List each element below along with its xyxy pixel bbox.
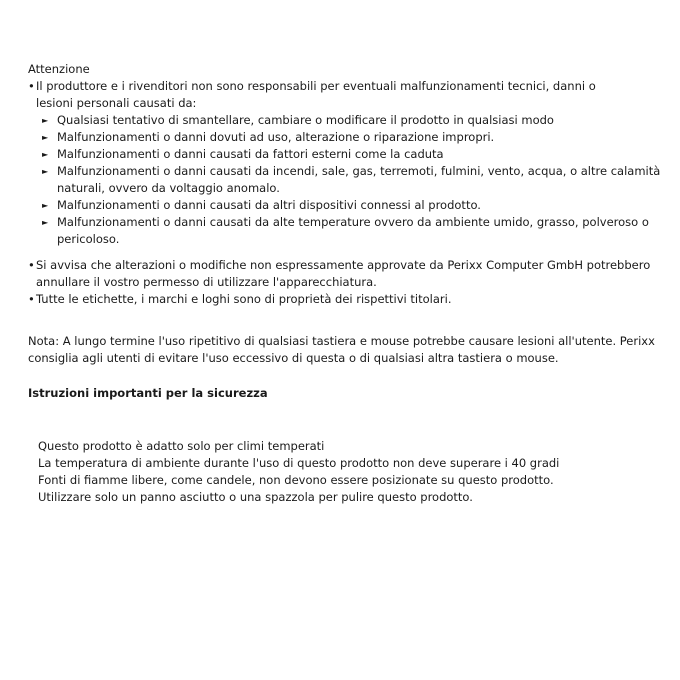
- cause-text: Qualsiasi tentativo di smantellare, cambiare o modificare il prodotto in qualsiasi modo: [57, 113, 554, 127]
- intro-line: Il produttore e i rivenditori non sono responsabili per eventuali malfunzionamenti tecnici, danni o: [36, 79, 596, 93]
- list-item: [40, 197, 658, 214]
- section-title: Attenzione: [28, 62, 90, 76]
- notice-bullet: [28, 257, 658, 274]
- bullet-icon: •: [28, 79, 35, 93]
- document-page: [28, 61, 661, 506]
- spacer: [28, 367, 658, 376]
- cause-text: pericoloso.: [57, 232, 120, 246]
- safety-item: La temperatura di ambiente durante l'uso di questo prodotto non deve superare i 40 gradi: [38, 456, 560, 470]
- bullet-icon: •: [28, 258, 35, 272]
- triangle-bullet-icon: ►: [42, 167, 49, 176]
- cause-text: Malfunzionamenti o danni causati da alte temperature ovvero da ambiente umido, grasso, polveroso o: [57, 215, 649, 229]
- cause-text: Malfunzionamenti o danni dovuti ad uso, alterazione o riparazione impropri.: [57, 130, 495, 144]
- triangle-bullet-icon: ►: [42, 116, 49, 125]
- list-item: [40, 129, 658, 146]
- notice-text: Si avvisa che alterazioni o modifiche non espressamente approvate da Perixx Computer GmbH potrebbero: [36, 258, 651, 272]
- triangle-bullet-icon: ►: [42, 133, 49, 142]
- triangle-bullet-icon: ►: [42, 150, 49, 159]
- cause-text: Malfunzionamenti o danni causati da altri dispositivi connessi al prodotto.: [57, 198, 481, 212]
- notice-text: Tutte le etichette, i marchi e loghi sono di proprietà dei rispettivi titolari.: [36, 292, 452, 306]
- spacer: [28, 308, 658, 333]
- cause-text: naturali, ovvero da voltaggio anomalo.: [57, 181, 280, 195]
- bullet-icon: •: [28, 292, 35, 306]
- safety-list: [28, 438, 658, 506]
- spacer: [28, 402, 658, 438]
- triangle-bullet-icon: ►: [42, 218, 49, 227]
- causes-list: [28, 112, 661, 248]
- safety-item: Questo prodotto è adatto solo per climi temperati: [38, 439, 325, 453]
- triangle-bullet-icon: ►: [42, 201, 49, 210]
- note-text: consiglia agli utenti di evitare l'uso eccessivo di questa o di qualsiasi altra tastiera o mouse.: [28, 351, 559, 365]
- safety-heading: Istruzioni importanti per la sicurezza: [28, 386, 268, 400]
- safety-item: Utilizzare solo un panno asciutto o una spazzola per pulire questo prodotto.: [38, 490, 473, 504]
- notice-text: annullare il vostro permesso di utilizzare l'apparecchiatura.: [36, 275, 377, 289]
- note-text: Nota: A lungo termine l'uso ripetitivo di qualsiasi tastiera e mouse potrebbe causare lesioni all'utente. Perixx: [28, 334, 655, 348]
- notice-bullet: [28, 291, 658, 308]
- list-item: [40, 163, 661, 197]
- list-item: [40, 112, 658, 129]
- list-item: [40, 146, 658, 163]
- cause-text: Malfunzionamenti o danni causati da fattori esterni come la caduta: [57, 147, 444, 161]
- list-item: [40, 214, 658, 248]
- spacer: [28, 248, 658, 257]
- intro-bullet: [28, 78, 658, 95]
- cause-text: Malfunzionamenti o danni causati da incendi, sale, gas, terremoti, fulmini, vento, acqua, o altre calamità: [57, 164, 661, 178]
- intro-line: lesioni personali causati da:: [36, 96, 197, 110]
- safety-item: Fonti di fiamme libere, come candele, non devono essere posizionate su questo prodotto.: [38, 473, 554, 487]
- spacer: [28, 376, 658, 385]
